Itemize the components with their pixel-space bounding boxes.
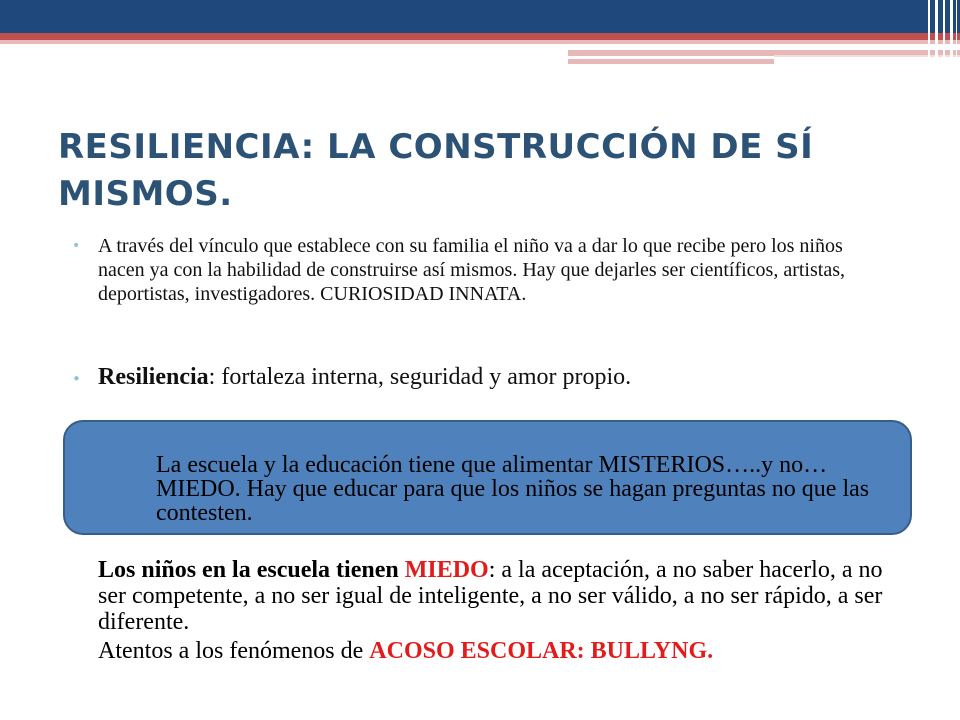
bullet-text: A través del vínculo que establece con su familia el niño va a dar lo que recibe pero los niños nacen ya con la habilidad de construirse así mismos. Hay que dejarles ser científicos, artistas, deportistas, investigadores. CURIOSIDAD INNATA. xyxy=(98,235,845,305)
header-stripes xyxy=(926,0,960,66)
bullet-definition xyxy=(72,363,888,391)
bullet-icon: • xyxy=(72,370,81,388)
definition-text: : fortaleza interna, seguridad y amor propio. xyxy=(208,364,632,390)
header-band xyxy=(0,0,960,33)
fear-paragraph xyxy=(98,557,898,635)
closing-highlight: ACOSO ESCOLAR: BULLYNG. xyxy=(369,638,714,664)
closing-lead: Atentos a los fenómenos de xyxy=(98,638,370,664)
header-red-rule xyxy=(0,33,960,40)
bullet-icon: • xyxy=(72,238,81,254)
fear-rest: : a la aceptación, a no saber hacerlo, a no ser competente, a no ser igual de inteligente, a no ser válido, a no ser rápido, a ser diferente. xyxy=(98,557,883,635)
header-pink-rule xyxy=(0,40,960,44)
closing-paragraph xyxy=(98,636,898,666)
callout-box xyxy=(63,420,912,535)
slide-title: RESILIENCIA: LA CONSTRUCCIÓN DE SÍ MISMOS. xyxy=(58,127,814,214)
callout-text: La escuela y la educación tiene que alimentar MISTERIOS…..y no…MIEDO. Hay que educar para que los niños se hagan preguntas no que las contesten. xyxy=(156,452,870,526)
bullet-paragraph xyxy=(72,234,888,306)
definition-term: Resiliencia xyxy=(98,364,209,390)
fear-lead: Los niños en la escuela tienen xyxy=(98,557,405,583)
fear-highlight: MIEDO xyxy=(404,557,489,583)
header-accent-bar-short xyxy=(568,59,774,64)
